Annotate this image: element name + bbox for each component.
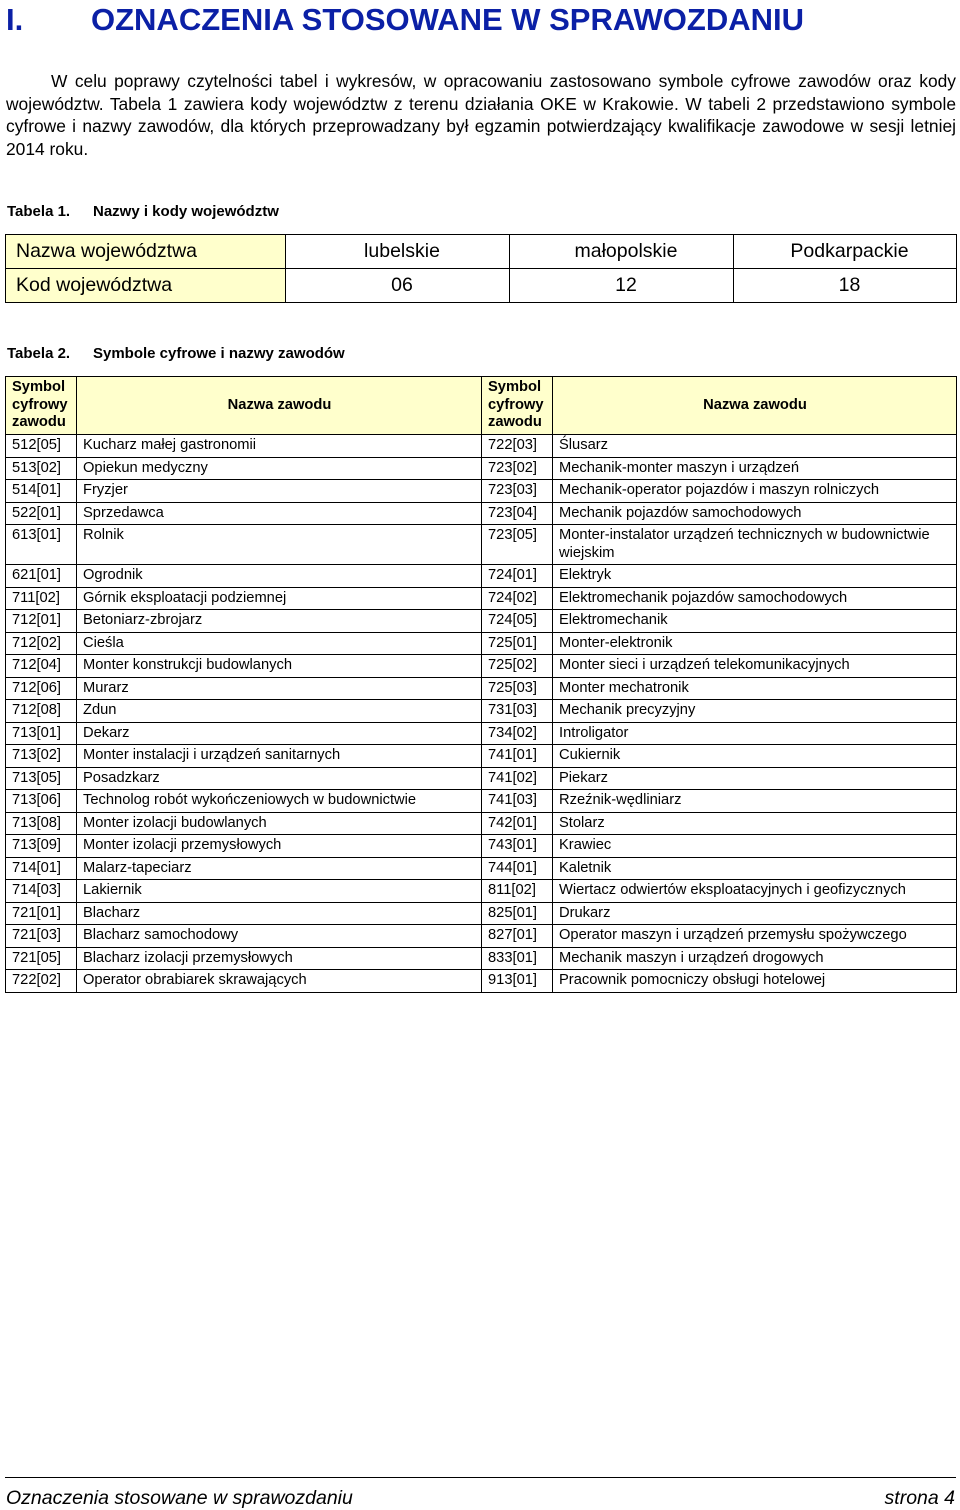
table1-name-row [6,235,957,269]
intro-text: W celu poprawy czytelności tabel i wykresów, w opracowaniu zastosowano symbole cyfrowe zawodów oraz kody województw. Tabela 1 zawiera kody województw z terenu działania OKE w Krakowie. W tabeli 2 przedstawiono symbole cyfrowe i nazwy zawodów, dla których przeprowadzany był egzamin potwierdzający kwalifikacje zawodowe w sesji letniej 2014 roku. [6,71,956,159]
profession-left: Górnik eksploatacji podziemnej [77,587,482,610]
table-row [6,790,957,813]
symbol-right: 743[01] [482,835,553,858]
table-row [6,632,957,655]
table-row [6,835,957,858]
profession-right: Rzeźnik-wędliniarz [553,790,957,813]
table-row [6,587,957,610]
profession-left: Dekarz [77,722,482,745]
symbol-left: 712[06] [6,677,77,700]
symbol-right: 825[01] [482,902,553,925]
table-row [6,745,957,768]
profession-right: Pracownik pomocniczy obsługi hotelowej [553,970,957,993]
symbol-left: 713[06] [6,790,77,813]
table-row [6,565,957,588]
table-row [6,857,957,880]
table1-code-row-label: Kod województwa [6,269,286,303]
profession-right: Mechanik maszyn i urządzeń drogowych [553,947,957,970]
symbol-left: 712[08] [6,700,77,723]
table-row [6,700,957,723]
header-symbol-right: Symbol cyfrowy zawodu [482,377,553,435]
profession-left: Fryzjer [77,480,482,503]
voivodeship-name: Podkarpackie [734,235,957,269]
profession-right: Monter-instalator urządzeń technicznych w budownictwie wiejskim [553,525,957,565]
profession-right: Wiertacz odwiertów eksploatacyjnych i geofizycznych [553,880,957,903]
symbol-left: 712[04] [6,655,77,678]
table-row [6,970,957,993]
symbol-right: 723[03] [482,480,553,503]
table2-label: Tabela 2. [7,345,71,362]
professions-table-header [6,377,957,435]
profession-left: Malarz-tapeciarz [77,857,482,880]
profession-right: Monter mechatronik [553,677,957,700]
symbol-left: 621[01] [6,565,77,588]
profession-left: Blacharz izolacji przemysłowych [77,947,482,970]
header-name-right: Nazwa zawodu [553,377,957,435]
profession-left: Blacharz [77,902,482,925]
symbol-left: 713[09] [6,835,77,858]
profession-right: Cukiernik [553,745,957,768]
profession-left: Zdun [77,700,482,723]
footer-title: Oznaczenia stosowane w sprawozdaniu [6,1487,353,1509]
table1-code-row [6,269,957,303]
symbol-left: 712[01] [6,610,77,633]
symbol-right: 723[02] [482,457,553,480]
table-row [6,502,957,525]
table2-title: Symbole cyfrowe i nazwy zawodów [93,345,345,362]
table-row [6,947,957,970]
profession-right: Monter sieci i urządzeń telekomunikacyjnych [553,655,957,678]
table2-caption [7,345,345,362]
table-row [6,722,957,745]
profession-left: Sprzedawca [77,502,482,525]
symbol-right: 724[01] [482,565,553,588]
profession-left: Murarz [77,677,482,700]
symbol-right: 724[02] [482,587,553,610]
symbol-left: 721[05] [6,947,77,970]
section-number: I. [6,2,24,37]
symbol-left: 714[03] [6,880,77,903]
symbol-left: 522[01] [6,502,77,525]
symbol-right: 731[03] [482,700,553,723]
voivodeship-code: 18 [734,269,957,303]
profession-left: Monter izolacji budowlanych [77,812,482,835]
profession-left: Kucharz małej gastronomii [77,435,482,458]
footer-divider [5,1477,956,1478]
profession-right: Ślusarz [553,435,957,458]
profession-right: Monter-elektronik [553,632,957,655]
section-heading [6,2,804,38]
profession-left: Betoniarz-zbrojarz [77,610,482,633]
profession-right: Introligator [553,722,957,745]
profession-left: Rolnik [77,525,482,565]
symbol-left: 613[01] [6,525,77,565]
symbol-right: 744[01] [482,857,553,880]
table-row [6,677,957,700]
profession-left: Ogrodnik [77,565,482,588]
profession-right: Elektromechanik [553,610,957,633]
profession-left: Technolog robót wykończeniowych w budownictwie [77,790,482,813]
profession-left: Blacharz samochodowy [77,925,482,948]
profession-left: Monter izolacji przemysłowych [77,835,482,858]
table-row [6,925,957,948]
symbol-left: 713[02] [6,745,77,768]
profession-left: Lakiernik [77,880,482,903]
symbol-right: 725[02] [482,655,553,678]
table-row [6,610,957,633]
symbol-left: 713[08] [6,812,77,835]
symbol-right: 827[01] [482,925,553,948]
section-title: OZNACZENIA STOSOWANE W SPRAWOZDANIU [91,2,804,37]
profession-left: Cieśla [77,632,482,655]
table1-label: Tabela 1. [7,203,71,220]
voivodeship-code: 12 [510,269,734,303]
table-row [6,812,957,835]
table1-caption [7,203,279,220]
profession-right: Piekarz [553,767,957,790]
voivodeship-code: 06 [286,269,510,303]
profession-right: Mechanik-operator pojazdów i maszyn rolniczych [553,480,957,503]
symbol-right: 723[05] [482,525,553,565]
header-name-left: Nazwa zawodu [77,377,482,435]
profession-right: Mechanik-monter maszyn i urządzeń [553,457,957,480]
table1-title: Nazwy i kody województw [93,203,279,220]
intro-paragraph [6,70,956,160]
symbol-right: 811[02] [482,880,553,903]
table-row [6,457,957,480]
symbol-right: 723[04] [482,502,553,525]
table-row [6,480,957,503]
symbol-left: 712[02] [6,632,77,655]
symbol-left: 513[02] [6,457,77,480]
profession-left: Posadzkarz [77,767,482,790]
symbol-left: 713[05] [6,767,77,790]
symbol-right: 725[01] [482,632,553,655]
profession-left: Monter instalacji i urządzeń sanitarnych [77,745,482,768]
profession-right: Mechanik precyzyjny [553,700,957,723]
symbol-right: 722[03] [482,435,553,458]
profession-right: Krawiec [553,835,957,858]
symbol-left: 722[02] [6,970,77,993]
profession-right: Kaletnik [553,857,957,880]
voivodeship-name: lubelskie [286,235,510,269]
profession-right: Elektromechanik pojazdów samochodowych [553,587,957,610]
header-symbol-left: Symbol cyfrowy zawodu [6,377,77,435]
symbol-left: 514[01] [6,480,77,503]
symbol-left: 711[02] [6,587,77,610]
table1-name-row-label: Nazwa województwa [6,235,286,269]
symbol-right: 741[01] [482,745,553,768]
table-row [6,525,957,565]
symbol-left: 714[01] [6,857,77,880]
table-row [6,902,957,925]
voivodeship-table [5,234,957,303]
symbol-left: 721[01] [6,902,77,925]
table-row [6,435,957,458]
page-number: strona 4 [884,1487,955,1509]
symbol-right: 742[01] [482,812,553,835]
symbol-right: 741[03] [482,790,553,813]
symbol-right: 913[01] [482,970,553,993]
table-row [6,655,957,678]
symbol-right: 741[02] [482,767,553,790]
symbol-left: 713[01] [6,722,77,745]
symbol-right: 724[05] [482,610,553,633]
table-row [6,880,957,903]
voivodeship-name: małopolskie [510,235,734,269]
professions-table [5,376,957,993]
symbol-left: 512[05] [6,435,77,458]
professions-table-body [6,435,957,993]
profession-right: Drukarz [553,902,957,925]
profession-right: Stolarz [553,812,957,835]
symbol-left: 721[03] [6,925,77,948]
profession-left: Opiekun medyczny [77,457,482,480]
profession-right: Mechanik pojazdów samochodowych [553,502,957,525]
profession-right: Elektryk [553,565,957,588]
table-row [6,767,957,790]
symbol-right: 725[03] [482,677,553,700]
profession-left: Operator obrabiarek skrawających [77,970,482,993]
symbol-right: 734[02] [482,722,553,745]
profession-left: Monter konstrukcji budowlanych [77,655,482,678]
symbol-right: 833[01] [482,947,553,970]
profession-right: Operator maszyn i urządzeń przemysłu spożywczego [553,925,957,948]
